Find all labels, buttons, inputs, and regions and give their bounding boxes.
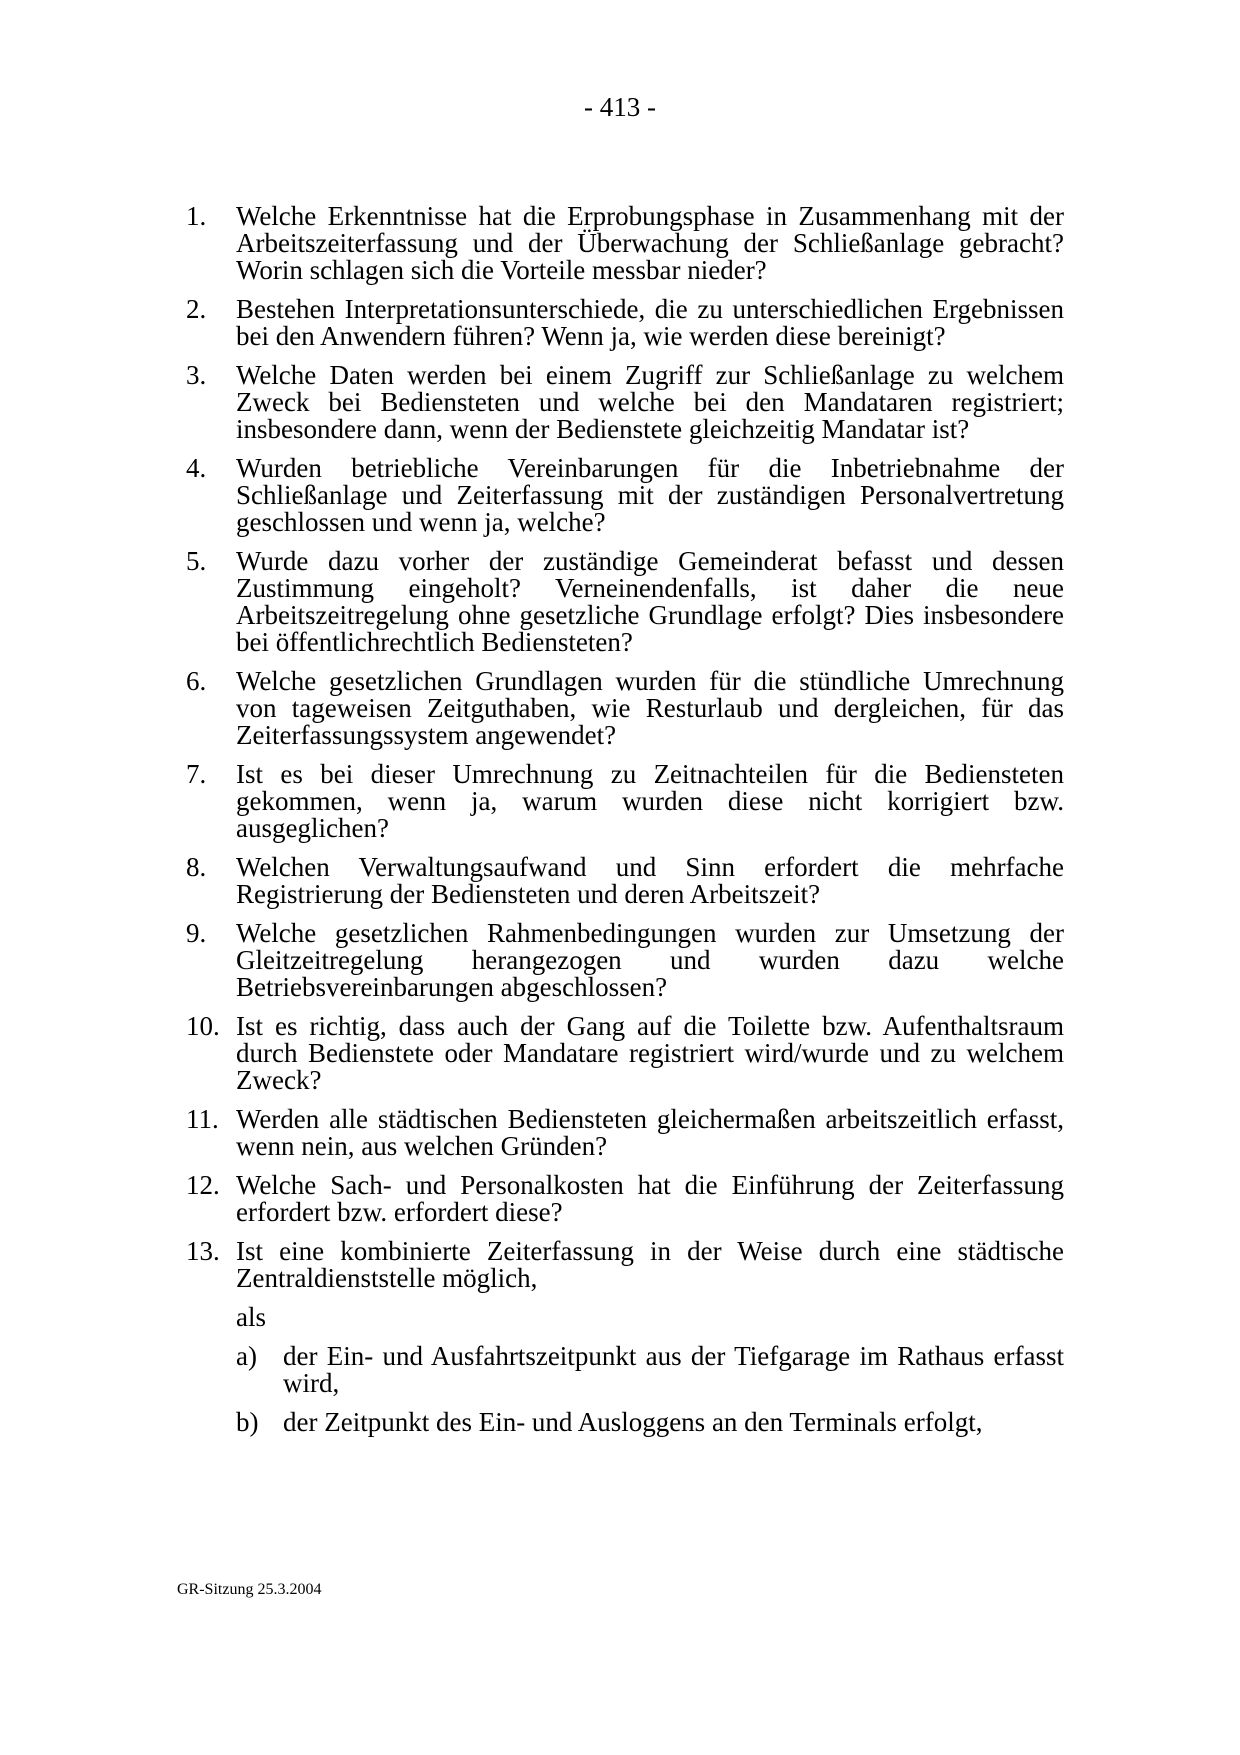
question-number: 11.	[186, 1104, 219, 1134]
sub-item-label: b)	[236, 1407, 259, 1437]
sub-list	[236, 1343, 1064, 1436]
question-item	[186, 668, 1064, 749]
question-item	[186, 1106, 1064, 1160]
question-text: Ist es richtig, dass auch der Gang auf die Toilette bzw. Aufenthaltsraum durch Bedienstete oder Mandatare registriert wird/wurde und zu welchem Zweck?	[236, 1011, 1064, 1095]
page-number: - 413 -	[584, 92, 656, 122]
question-text: Welche gesetzlichen Grundlagen wurden für die stündliche Umrechnung von tageweisen Zeitguthaben, wie Resturlaub und dergleichen, für das Zeiterfassungssystem angewendet?	[236, 666, 1064, 750]
question-text: Welche Daten werden bei einem Zugriff zur Schließanlage zu welchem Zweck bei Bediensteten und welche bei den Mandataren registriert; insbesondere dann, wenn der Bedienstete gleichzeitig Mandatar ist?	[236, 360, 1064, 444]
sub-item	[236, 1409, 1064, 1436]
question-text: Wurde dazu vorher der zuständige Gemeinderat befasst und dessen Zustimmung eingeholt? Verneinendenfalls, ist daher die neue Arbeitszeitregelung ohne gesetzliche Grundlage erfolgt? Dies insbesondere bei öffentlichrechtlich Bediensteten?	[236, 546, 1064, 657]
question-number: 8.	[186, 852, 207, 882]
question-number: 2.	[186, 294, 207, 324]
question-text: Ist eine kombinierte Zeiterfassung in der Weise durch eine städtische Zentraldienststelle möglich,	[236, 1236, 1064, 1293]
question-item	[186, 761, 1064, 842]
question-text: Welche gesetzlichen Rahmenbedingungen wurden zur Umsetzung der Gleitzeitregelung herangezogen und wurden dazu welche Betriebsvereinbarungen abgeschlossen?	[236, 918, 1064, 1002]
question-item	[186, 455, 1064, 536]
question-text: Ist es bei dieser Umrechnung zu Zeitnachteilen für die Bediensteten gekommen, wenn ja, warum wurden diese nicht korrigiert bzw. ausgeglichen?	[236, 759, 1064, 843]
question-item-13	[186, 1238, 1064, 1436]
question-item	[186, 548, 1064, 656]
question-text: Werden alle städtischen Bediensteten gleichermaßen arbeitszeitlich erfasst, wenn nein, aus welchen Gründen?	[236, 1104, 1064, 1161]
question-list	[186, 203, 1064, 1448]
question-number: 7.	[186, 759, 207, 789]
question-13-row	[186, 1238, 1064, 1292]
question-text: Welchen Verwaltungsaufwand und Sinn erfordert die mehrfache Registrierung der Bediensteten und deren Arbeitszeit?	[236, 852, 1064, 909]
question-item	[186, 203, 1064, 284]
question-item	[186, 296, 1064, 350]
page-footer: GR-Sitzung 25.3.2004	[177, 1581, 322, 1598]
question-number: 12.	[186, 1170, 220, 1200]
question-item	[186, 1172, 1064, 1226]
sub-item	[236, 1343, 1064, 1397]
question-item	[186, 854, 1064, 908]
sub-item-text: der Zeitpunkt des Ein- und Ausloggens an den Terminals erfolgt,	[283, 1407, 983, 1437]
question-number: 13.	[186, 1236, 220, 1266]
question-text: Welche Sach- und Personalkosten hat die Einführung der Zeiterfassung erfordert bzw. erfordert diese?	[236, 1170, 1064, 1227]
question-number: 5.	[186, 546, 207, 576]
question-item	[186, 920, 1064, 1001]
question-text: Welche Erkenntnisse hat die Erprobungsphase in Zusammenhang mit der Arbeitszeiterfassung und der Überwachung der Schließanlage gebracht? Worin schlagen sich die Vorteile messbar nieder?	[236, 201, 1064, 285]
question-number: 6.	[186, 666, 207, 696]
question-number: 10.	[186, 1011, 220, 1041]
question-text: Wurden betriebliche Vereinbarungen für die Inbetriebnahme der Schließanlage und Zeiterfassung mit der zuständigen Personalvertretung geschlossen und wenn ja, welche?	[236, 453, 1064, 537]
sub-item-label: a)	[236, 1341, 257, 1371]
question-text: Bestehen Interpretationsunterschiede, die zu unterschiedlichen Ergebnissen bei den Anwendern führen? Wenn ja, wie werden diese bereinigt?	[236, 294, 1064, 351]
question-13-intro: als	[236, 1302, 266, 1332]
sub-item-text: der Ein- und Ausfahrtszeitpunkt aus der Tiefgarage im Rathaus erfasst wird,	[283, 1341, 1064, 1398]
question-number: 4.	[186, 453, 207, 483]
question-item	[186, 1013, 1064, 1094]
question-number: 1.	[186, 201, 207, 231]
question-number: 9.	[186, 918, 207, 948]
question-item	[186, 362, 1064, 443]
question-number: 3.	[186, 360, 207, 390]
